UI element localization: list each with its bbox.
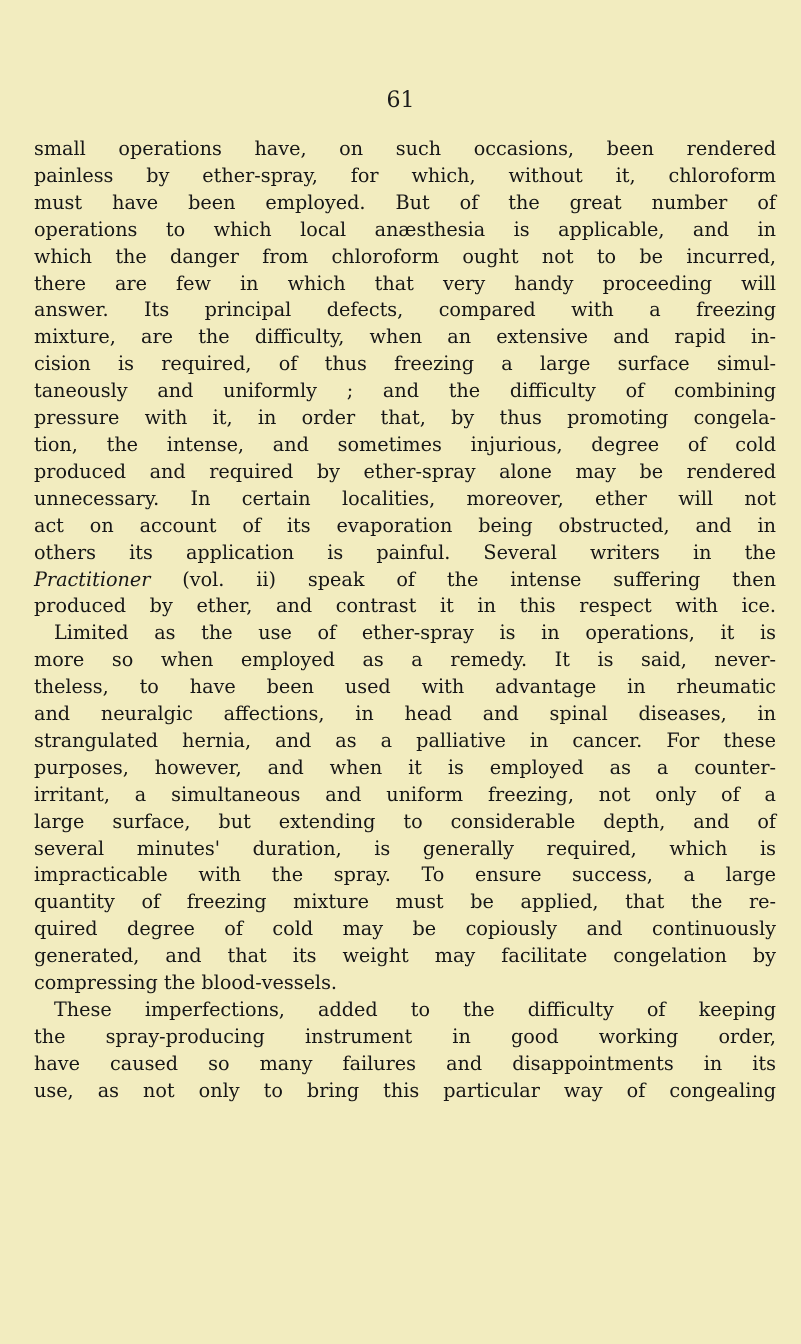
text-line: Limited as the use of ether-spray is in operations, it is <box>54 621 776 645</box>
text-line: theless, to have been used with advantage in rheumatic <box>34 675 776 699</box>
text-line: others its application is painful. Several writers in the <box>34 540 776 564</box>
text-line: use, as not only to bring this particular way of congealing <box>34 1078 776 1102</box>
text-line: operations to which local anæsthesia is applicable, and in <box>34 217 776 241</box>
text-line: pressure with it, in order that, by thus promoting congela- <box>34 406 776 430</box>
text-line: more so when employed as a remedy. It is said, never- <box>34 648 776 672</box>
text-line: strangulated hernia, and as a palliative in cancer. For these <box>34 728 776 752</box>
page-number: 61 <box>386 88 415 113</box>
text-line: answer. Its principal defects, compared with a freezing <box>34 298 776 322</box>
text-line: purposes, however, and when it is employed as a counter- <box>34 755 776 779</box>
text-line: produced and required by ether-spray alone may be rendered <box>34 459 776 483</box>
text-line: produced by ether, and contrast it in this respect with ice. <box>34 594 776 618</box>
text-line: unnecessary. In certain localities, moreover, ether will not <box>34 486 776 510</box>
text-line: must have been employed. But of the great number of <box>34 190 776 214</box>
text-line: several minutes' duration, is generally required, which is <box>34 836 776 860</box>
text-line: quired degree of cold may be copiously and continuously <box>34 917 776 941</box>
text-line: generated, and that its weight may facilitate congelation by <box>34 944 776 968</box>
text-line <box>34 567 776 594</box>
text-line: tion, the intense, and sometimes injurious, degree of cold <box>34 432 776 456</box>
text-line: These imperfections, added to the difficulty of keeping <box>54 998 776 1021</box>
text-line: irritant, a simultaneous and uniform freezing, not only of a <box>34 782 776 806</box>
body-text <box>34 136 776 1105</box>
text-line: large surface, but extending to considerable depth, and of <box>34 809 776 833</box>
text-line: mixture, are the difficulty, when an extensive and rapid in- <box>34 325 776 349</box>
text-line: small operations have, on such occasions, been rendered <box>34 137 776 160</box>
text-line: and neuralgic affections, in head and spinal diseases, in <box>34 702 776 726</box>
text-line: impracticable with the spray. To ensure success, a large <box>34 863 776 887</box>
text-line: there are few in which that very handy proceeding will <box>34 271 776 295</box>
journal-title: Practitioner <box>34 567 151 591</box>
text-line: the spray-producing instrument in good working order, <box>34 1024 776 1048</box>
text-line: cision is required, of thus freezing a large surface simul- <box>34 352 776 376</box>
text-line: painless by ether-spray, for which, without it, chloroform <box>34 163 776 187</box>
line-remainder: (vol. ii) speak of the intense suffering then <box>150 567 776 591</box>
text-line: which the danger from chloroform ought not to be incurred, <box>34 244 776 268</box>
text-line: compressing the blood-vessels. <box>34 971 338 995</box>
text-line: quantity of freezing mixture must be applied, that the re- <box>34 890 776 914</box>
text-line: taneously and uniformly ; and the difficulty of combining <box>34 379 776 403</box>
text-line: act on account of its evaporation being obstructed, and in <box>34 513 776 537</box>
text-line: have caused so many failures and disappointments in its <box>34 1051 776 1075</box>
